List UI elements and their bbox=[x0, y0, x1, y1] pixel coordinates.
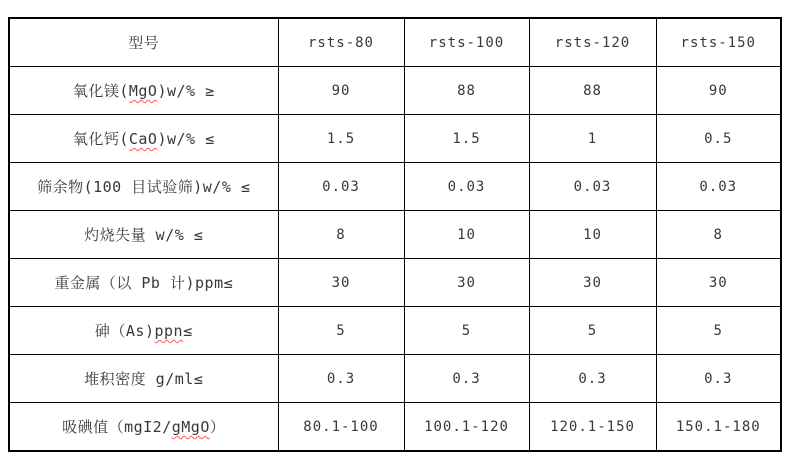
table-row-sieve-residue bbox=[9, 163, 781, 211]
value-cell: 8 bbox=[656, 211, 781, 259]
spellcheck-marked-text: gMgO bbox=[171, 418, 210, 436]
row-label-text: 堆积密度 g/ml≤ bbox=[84, 370, 204, 388]
row-label-text: 氧化钙( bbox=[72, 130, 129, 148]
spellcheck-marked-text: MgO bbox=[128, 82, 158, 100]
column-header-rsts-120: rsts-120 bbox=[529, 18, 656, 67]
value-cell: 0.03 bbox=[529, 163, 656, 211]
value-cell: 80.1-100 bbox=[278, 403, 404, 452]
row-label bbox=[9, 211, 278, 259]
header-row bbox=[9, 18, 781, 67]
value-cell: 0.03 bbox=[656, 163, 781, 211]
column-header-rsts-100: rsts-100 bbox=[404, 18, 529, 67]
row-label-text: )w/% ≤ bbox=[157, 130, 215, 148]
table-row-arsenic bbox=[9, 307, 781, 355]
value-cell: 0.3 bbox=[404, 355, 529, 403]
value-cell: 120.1-150 bbox=[529, 403, 656, 452]
table-row-iodine-absorption bbox=[9, 403, 781, 452]
value-cell: 30 bbox=[529, 259, 656, 307]
value-cell: 0.3 bbox=[278, 355, 404, 403]
value-cell: 100.1-120 bbox=[404, 403, 529, 452]
row-label-text: 氧化镁( bbox=[72, 82, 129, 100]
spellcheck-marked-text: ppn bbox=[154, 322, 184, 340]
value-cell: 88 bbox=[404, 67, 529, 115]
value-cell: 8 bbox=[278, 211, 404, 259]
value-cell: 30 bbox=[278, 259, 404, 307]
column-header-rsts-80: rsts-80 bbox=[278, 18, 404, 67]
spellcheck-marked-text: CaO bbox=[128, 130, 158, 148]
table-row-cao bbox=[9, 115, 781, 163]
row-label-text: 重金属（以 Pb 计)ppm≤ bbox=[54, 274, 234, 292]
row-label bbox=[9, 403, 278, 452]
header-model-label: 型号 bbox=[9, 18, 278, 67]
spec-table bbox=[8, 17, 782, 452]
value-cell: 5 bbox=[529, 307, 656, 355]
row-label bbox=[9, 355, 278, 403]
row-label bbox=[9, 259, 278, 307]
value-cell: 1.5 bbox=[404, 115, 529, 163]
value-cell: 0.3 bbox=[529, 355, 656, 403]
value-cell: 90 bbox=[656, 67, 781, 115]
table-row-mgo bbox=[9, 67, 781, 115]
row-label bbox=[9, 307, 278, 355]
value-cell: 10 bbox=[529, 211, 656, 259]
value-cell: 0.5 bbox=[656, 115, 781, 163]
row-label-text: 砷（As) bbox=[94, 322, 155, 340]
row-label-text: 筛余物(100 目试验筛)w/% ≤ bbox=[37, 178, 251, 196]
value-cell: 30 bbox=[404, 259, 529, 307]
value-cell: 88 bbox=[529, 67, 656, 115]
value-cell: 150.1-180 bbox=[656, 403, 781, 452]
row-label-text: 灼烧失量 w/% ≤ bbox=[84, 226, 204, 244]
table-row-loss-on-ignition bbox=[9, 211, 781, 259]
row-label-text: )w/% ≥ bbox=[157, 82, 215, 100]
value-cell: 0.3 bbox=[656, 355, 781, 403]
table-row-heavy-metals bbox=[9, 259, 781, 307]
value-cell: 90 bbox=[278, 67, 404, 115]
value-cell: 5 bbox=[656, 307, 781, 355]
column-header-rsts-150: rsts-150 bbox=[656, 18, 781, 67]
row-label bbox=[9, 163, 278, 211]
table-row-bulk-density bbox=[9, 355, 781, 403]
row-label-text: ） bbox=[209, 418, 226, 436]
value-cell: 1.5 bbox=[278, 115, 404, 163]
value-cell: 0.03 bbox=[404, 163, 529, 211]
row-label-text: 吸碘值（mgI2/ bbox=[62, 418, 172, 436]
row-label-text: ≤ bbox=[183, 322, 193, 340]
row-label bbox=[9, 115, 278, 163]
value-cell: 10 bbox=[404, 211, 529, 259]
value-cell: 1 bbox=[529, 115, 656, 163]
value-cell: 0.03 bbox=[278, 163, 404, 211]
row-label bbox=[9, 67, 278, 115]
value-cell: 5 bbox=[404, 307, 529, 355]
value-cell: 5 bbox=[278, 307, 404, 355]
value-cell: 30 bbox=[656, 259, 781, 307]
